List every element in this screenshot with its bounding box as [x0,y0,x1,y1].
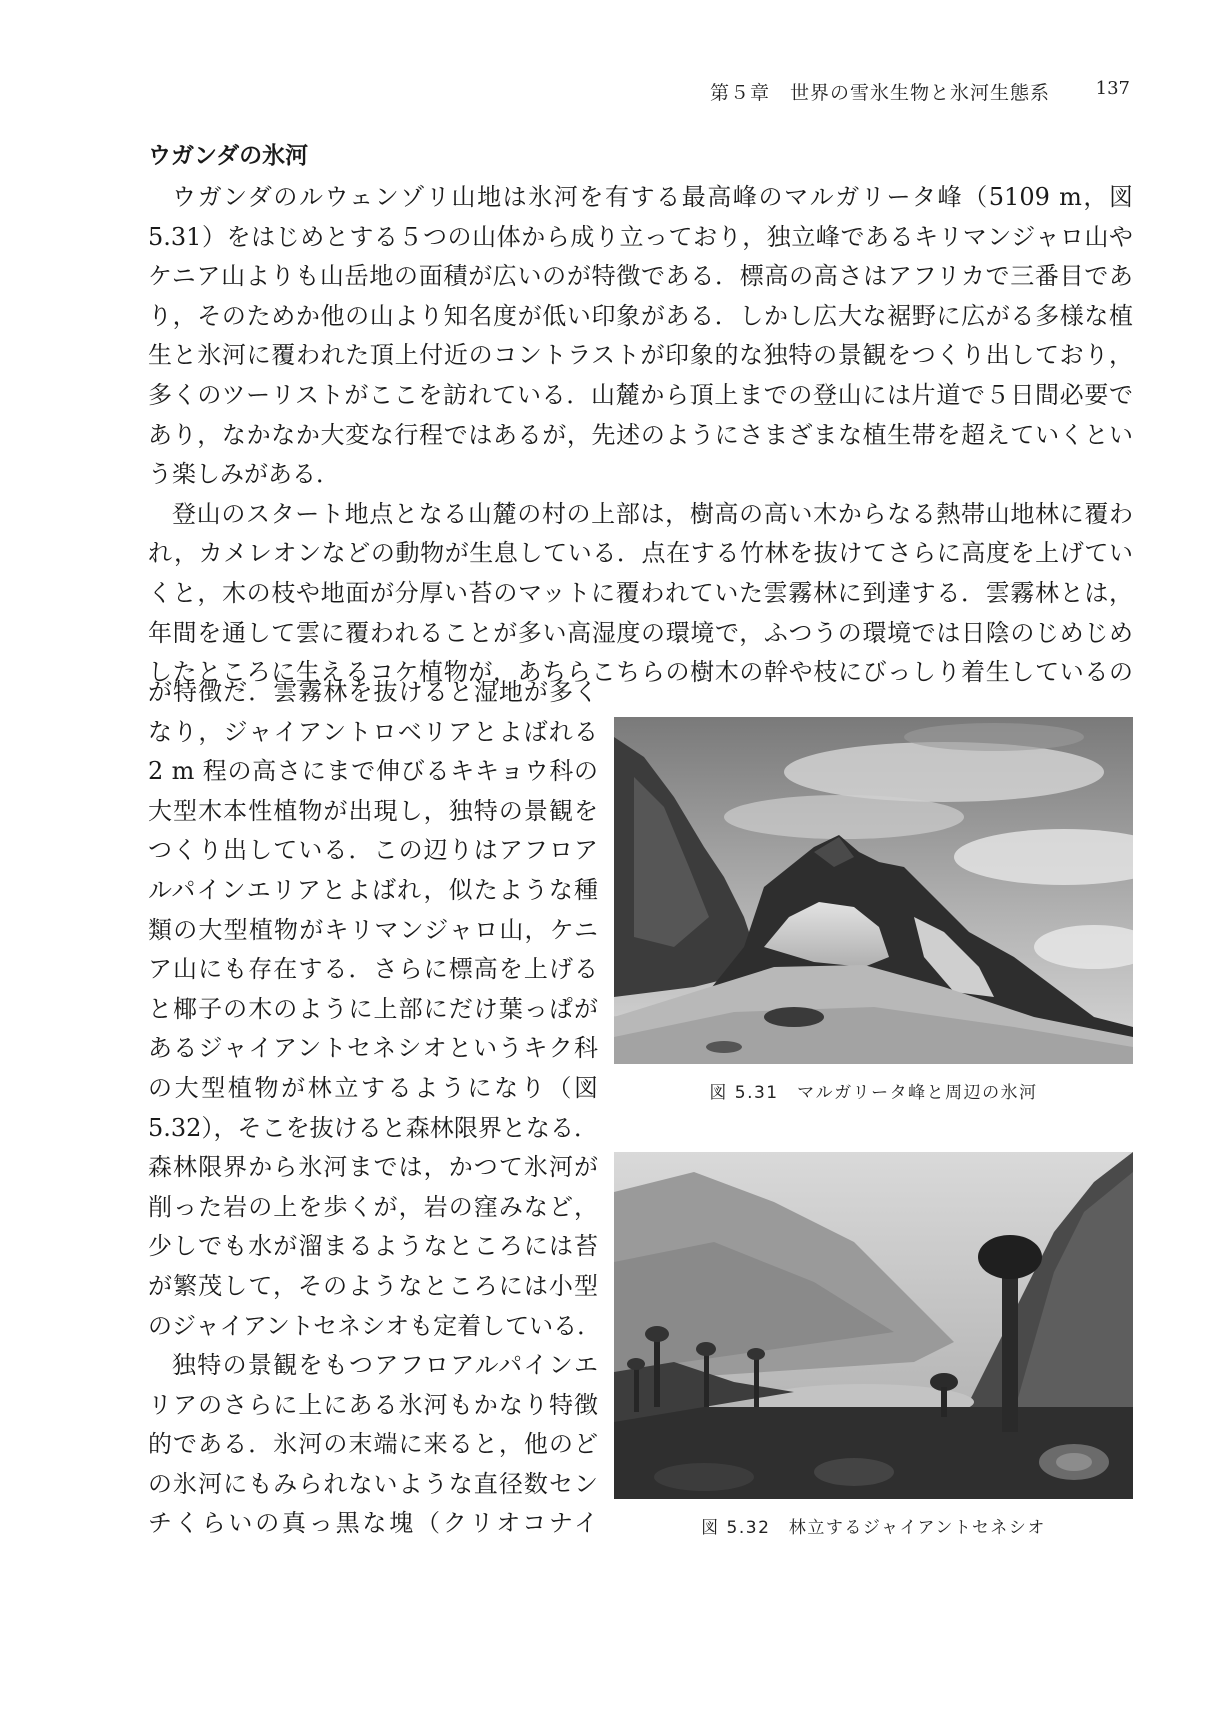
section-heading: ウガンダの氷河 [148,143,309,169]
figure-5-32 [614,1152,1133,1538]
text-line: の氷河にもみられないような直径数セン [148,1469,598,1498]
text-line: 独特の景観をもつアフロアルパインエ [172,1351,598,1380]
text-line: 多くのツーリストがここを訪れている．山麓から頂上までの登山には片道で５日間必要で [148,380,1133,409]
text-line: 生と氷河に覆われた頂上付近のコントラストが印象的な独特の景観をつくり出しており， [148,341,1133,370]
text-line: のジャイアントセネシオも定着している． [148,1311,602,1340]
text-line: 的である．氷河の末端に来ると，他のど [148,1430,598,1459]
text-line: 5.32），そこを抜けると森林限界となる． [148,1113,598,1142]
figure-caption: 図 5.31 マルガリータ峰と周辺の氷河 [709,1083,1038,1103]
chapter-title: 第５章 世界の雪氷生物と氷河生態系 [709,82,1050,104]
text-line: 年間を通して雲に覆われることが多い高湿度の環境で，ふつうの環境では日陰のじめじめ [148,618,1133,647]
text-line: ケニア山よりも山岳地の面積が広いのが特徴である．標高の高さはアフリカで三番目であ [148,262,1133,291]
text-line: と椰子の木のように上部にだけ葉っぱが [148,994,598,1023]
figure-5-31 [614,717,1133,1103]
text-line: したところに生えるコケ植物が，あちらこちらの樹木の幹や枝にびっしり着生しているの [148,658,1133,687]
main-paragraphs [148,178,1133,693]
text-line: う楽しみがある． [148,460,340,489]
text-line: が特徴だ．雲霧林を抜けると湿地が多く [148,678,598,706]
text-line: 森林限界から氷河までは，かつて氷河が [148,1153,598,1182]
text-line: 登山のスタート地点となる山麓の村の上部は，樹高の高い木からなる熱帯山地林に覆わ [172,499,1133,528]
giant-senecio-photo [614,1152,1133,1499]
text-line: リアのさらに上にある氷河もかなり特徴 [148,1390,598,1419]
mountain-glacier-photo [614,717,1133,1064]
text-line: り，そのためか他の山より知名度が低い印象がある．しかし広大な裾野に広がる多様な植 [148,301,1133,330]
text-line: が繁茂して，そのようなところには小型 [148,1271,598,1300]
text-line: 少しでも水が溜まるようなところには苔 [148,1232,598,1261]
text-line: の大型植物が林立するようになり（図 [148,1073,598,1102]
text-line: あるジャイアントセネシオというキク科 [148,1034,598,1063]
figure-caption: 図 5.32 林立するジャイアントセネシオ [701,1518,1046,1538]
text-line: ルパインエリアとよばれ，似たような種 [148,875,598,904]
text-line: あり，なかなか大変な行程ではあるが，先述のようにさまざまな植生帯を超えていくとい [148,420,1133,449]
left-column-text [148,673,602,1544]
text-line: ウガンダのルウェンゾリ山地は氷河を有する最高峰のマルガリータ峰（5109 m，図 [172,183,1133,211]
running-header [150,76,1130,110]
text-line: 削った岩の上を歩くが，岩の窪みなど， [148,1192,598,1221]
text-line: なり，ジャイアントロベリアとよばれる [148,717,598,746]
text-line: 大型木本性植物が出現し，独特の景観を [148,796,598,825]
text-line: れ，カメレオンなどの動物が生息している．点在する竹林を抜けてさらに高度を上げてい [148,539,1133,568]
text-line: 5.31）をはじめとする５つの山体から成り立っており，独立峰であるキリマンジャロ山や [148,222,1133,251]
page-number: 137 [1095,78,1130,99]
text-line: 類の大型植物がキリマンジャロ山，ケニ [148,915,598,944]
text-line: ア山にも存在する．さらに標高を上げる [148,955,598,984]
text-line: くと，木の枝や地面が分厚い苔のマットに覆われていた雲霧林に到達する．雲霧林とは， [148,578,1133,607]
text-line: チくらいの真っ黒な塊（クリオコナイ [148,1509,598,1538]
text-line: 2 m 程の高さにまで伸びるキキョウ科の [148,757,598,786]
text-line: つくり出している．この辺りはアフロア [148,836,598,865]
